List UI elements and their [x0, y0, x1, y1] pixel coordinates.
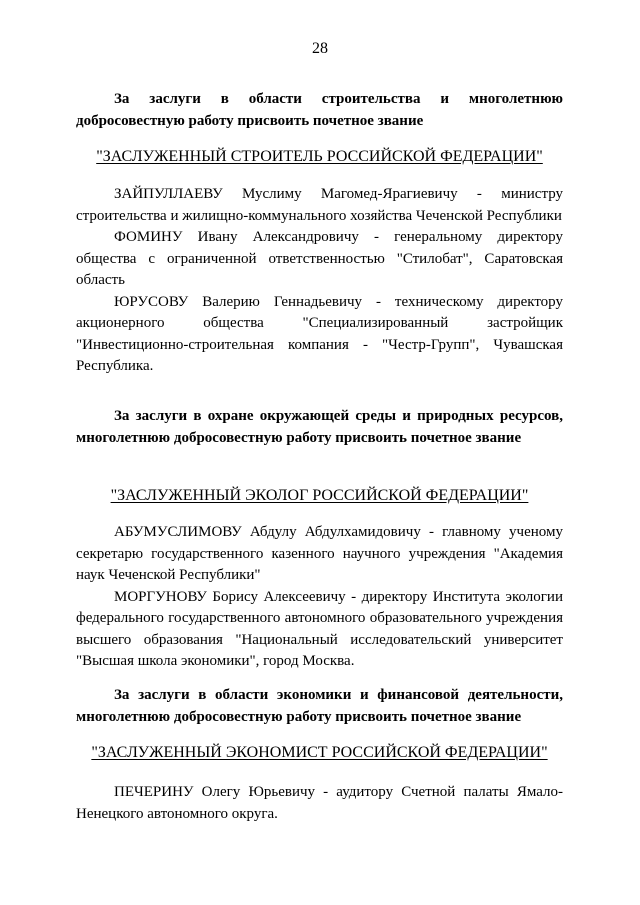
awardee-entry: ПЕЧЕРИНУ Олегу Юрьевичу - аудитору Счетной палаты Ямало-Ненецкого автономного округа. — [76, 784, 563, 822]
section-title — [76, 742, 563, 764]
section-intro-text: За заслуги в области строительства и многолетнюю добросовестную работу присвоить почетное звание — [76, 91, 563, 129]
award-title: "ЗАСЛУЖЕННЫЙ ЭКОЛОГ РОССИЙСКОЙ ФЕДЕРАЦИИ" — [110, 487, 529, 504]
awardee-list — [76, 782, 563, 825]
awardee-list — [76, 184, 563, 378]
section-intro — [76, 405, 563, 449]
awardee-entry: АБУМУСЛИМОВУ Абдулу Абдулхамидовичу - главному ученому секретарю государственного казенного научного учреждения "Академия наук Чеченской Республики" — [76, 524, 563, 583]
awardee-entry: ФОМИНУ Ивану Александровичу - генеральному директору общества с ограниченной ответственностью "Стилобат", Саратовская область — [76, 229, 563, 288]
awardee-list — [76, 522, 563, 673]
awardee-entry: ЮРУСОВУ Валерию Геннадьевичу - техническому директору акционерного общества "Специализированный застройщик "Инвестиционно-строительная компания - "Честр-Групп", Чувашская Республика. — [76, 293, 563, 374]
section-intro — [76, 88, 563, 132]
award-title: "ЗАСЛУЖЕННЫЙ СТРОИТЕЛЬ РОССИЙСКОЙ ФЕДЕРАЦИИ" — [96, 148, 543, 165]
page-number: 28 — [312, 40, 328, 57]
section-title — [76, 485, 563, 507]
section-title — [76, 146, 563, 168]
section-intro — [76, 684, 563, 728]
awardee-entry: ЗАЙПУЛЛАЕВУ Муслиму Магомед-Ярагиевичу - министру строительства и жилищно-коммунального хозяйства Чеченской Республики — [76, 186, 563, 224]
section-intro-text: За заслуги в охране окружающей среды и природных ресурсов, многолетнюю добросовестную работу присвоить почетное звание — [76, 408, 563, 446]
section-intro-text: За заслуги в области экономики и финансовой деятельности, многолетнюю добросовестную работу присвоить почетное звание — [76, 687, 563, 725]
award-title: "ЗАСЛУЖЕННЫЙ ЭКОНОМИСТ РОССИЙСКОЙ ФЕДЕРАЦИИ" — [91, 744, 548, 761]
awardee-entry: МОРГУНОВУ Борису Алексеевичу - директору Института экологии федерального государственного автономного образовательного учреждения высшего образования "Национальный исследовательский университет "Высшая школа экономики", город Москва. — [76, 588, 563, 669]
